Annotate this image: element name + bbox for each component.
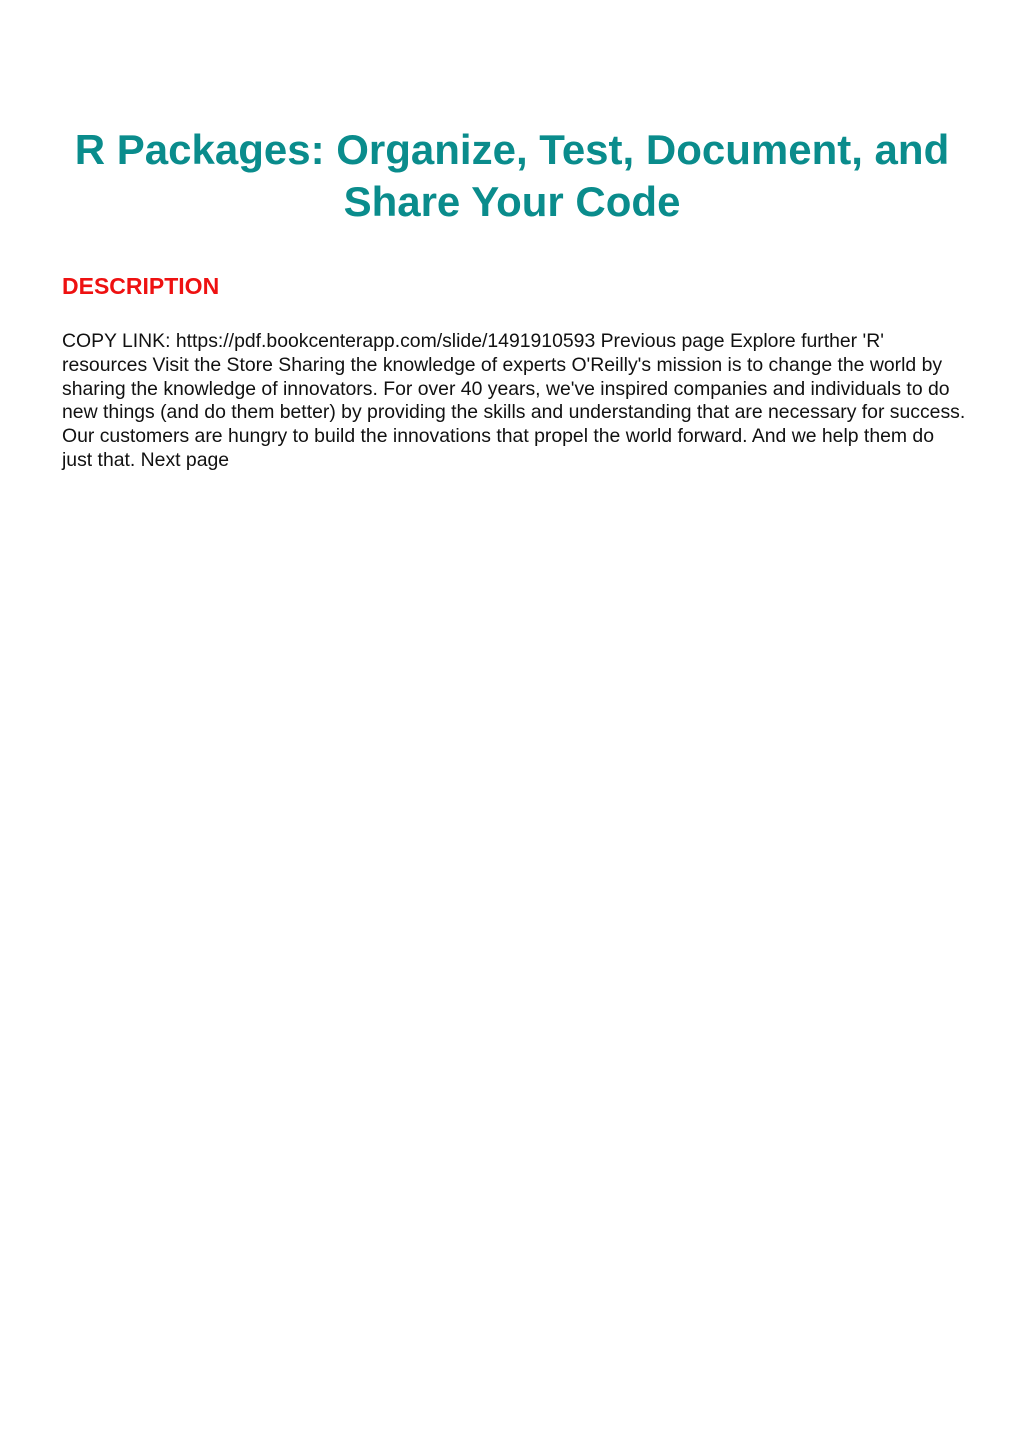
description-text: COPY LINK: https://pdf.bookcenterapp.com/slide/1491910593 Previous page Explore further 'R' resources Visit the Store Sharing the knowledge of experts O'Reilly's mission is to change the world by sharing the knowledge of innovators. For over 40 years, we've inspired companies and individuals to do new things (and do them better) by providing the skills and understanding that are necessary for success. Our customers are hungry to build the innovations that propel the world forward. And we help them do just that. Next page — [62, 330, 966, 471]
page-title: R Packages: Organize, Test, Document, and Share Your Code — [74, 126, 950, 225]
description-heading: DESCRIPTION — [62, 273, 220, 299]
